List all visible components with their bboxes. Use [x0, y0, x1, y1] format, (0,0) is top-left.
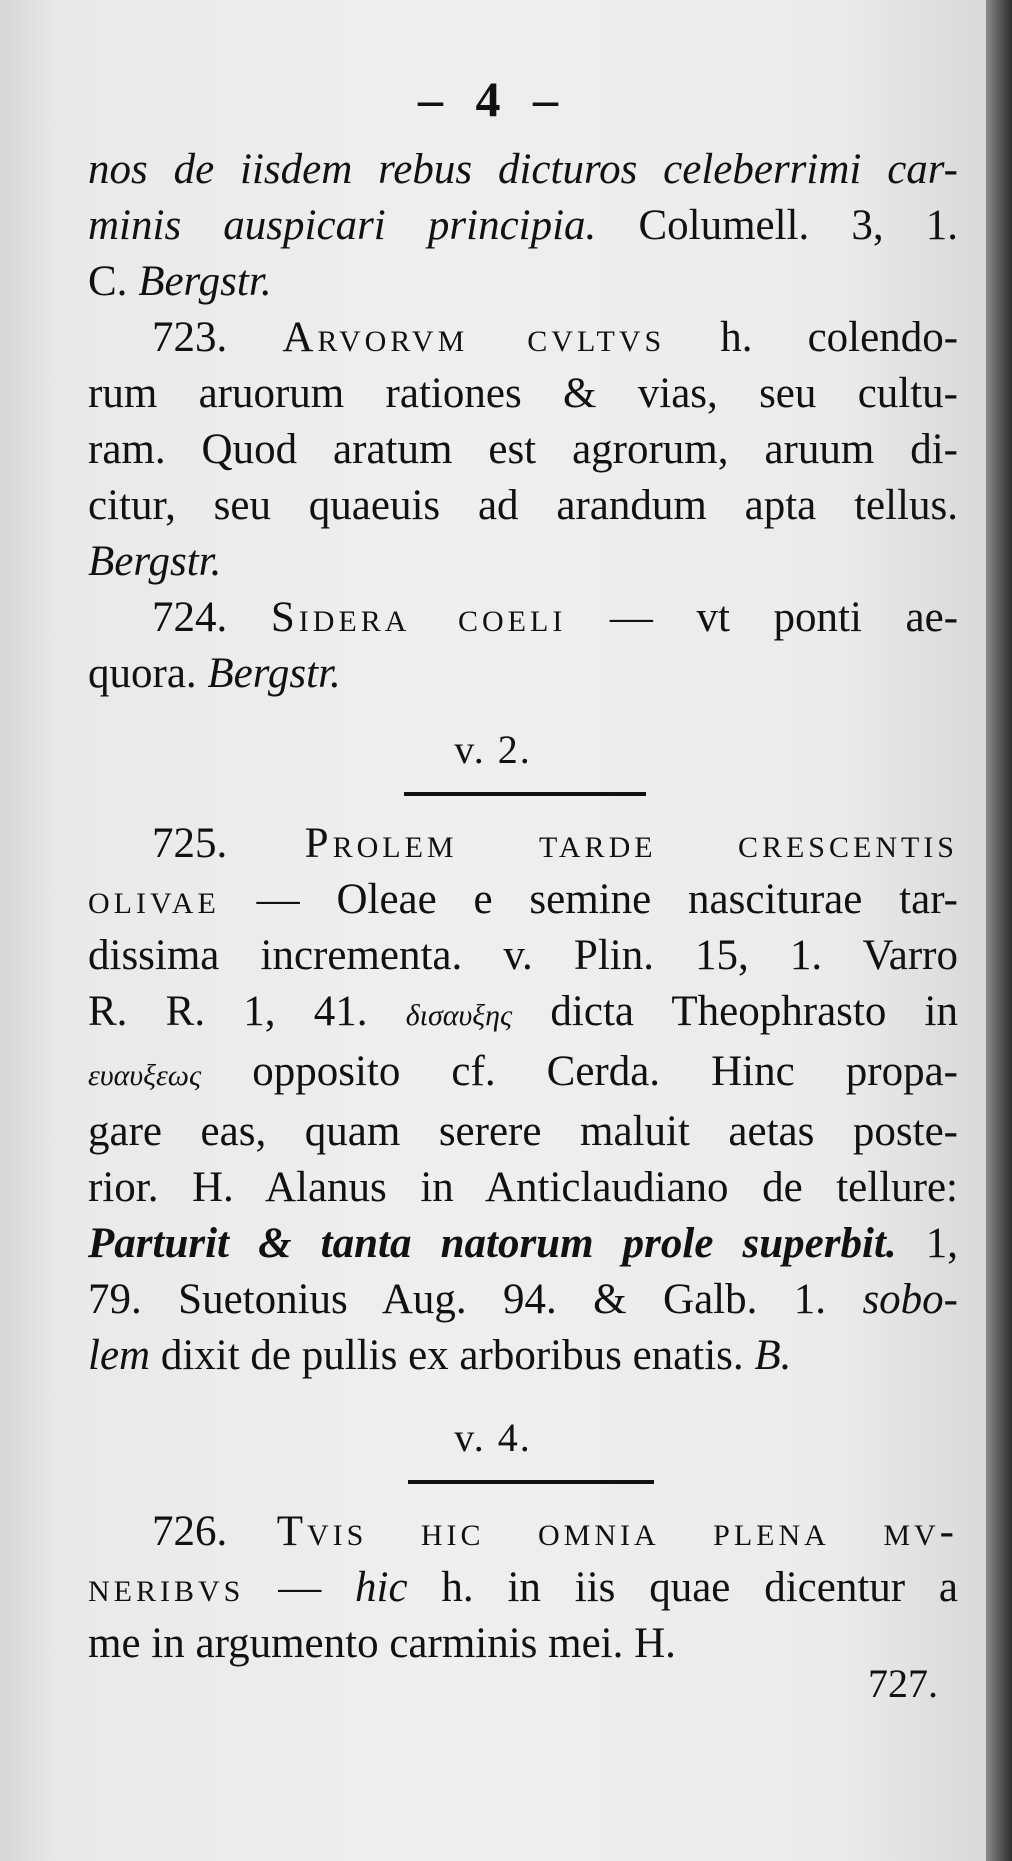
text-line: gare eas, quam serere maluit aetas poste-	[88, 1108, 958, 1155]
section-rule	[404, 792, 646, 796]
page-edge-shadow	[986, 0, 1012, 1861]
text-line: me in argumento carminis mei. H.	[88, 1620, 676, 1667]
text-line: nos de iisdem rebus dicturos celeberrimi car-	[88, 146, 958, 193]
verse-heading: v. 4.	[454, 1415, 532, 1460]
text-line: lem dixit de pullis ex arboribus enatis. B.	[88, 1332, 792, 1379]
lemma: Prolem tarde crescentis	[304, 820, 958, 867]
verse-heading: v. 2.	[454, 727, 532, 772]
text-line: minis auspicari principia. Columell. 3, 1.	[88, 202, 958, 249]
note-number: 726.	[152, 1508, 228, 1555]
lemma: Arvorvm cvltvs	[282, 314, 666, 361]
greek-word: δισαυξης	[405, 999, 513, 1032]
note-725	[88, 816, 958, 1384]
text-line: Parturit & tanta natorum prole superbit. 1,	[88, 1220, 959, 1267]
text-line: ευαυξεως opposito cf. Cerda. Hinc propa-	[88, 1048, 959, 1095]
text-line	[88, 1504, 958, 1560]
text-line: Bergstr.	[88, 538, 222, 585]
text-line: 723. Arvorvm cvltvs h. colendo-	[152, 314, 959, 361]
note-724	[88, 590, 958, 702]
page-number: – 4 –	[418, 71, 568, 127]
text-line: rum aruorum rationes & vias, seu cultu-	[88, 370, 958, 417]
note-number: 724.	[152, 594, 228, 641]
note-726	[88, 1504, 958, 1672]
text-line: citur, seu quaeuis ad arandum apta tellus.	[88, 482, 958, 529]
greek-word: ευαυξεως	[88, 1059, 202, 1092]
catchword: 727.	[868, 1661, 938, 1706]
note-723	[88, 310, 958, 590]
lemma: Sidera coeli	[270, 594, 567, 641]
note-number: 723.	[152, 314, 228, 361]
text-line: quora. Bergstr.	[88, 650, 341, 697]
text-line: 79. Suetonius Aug. 94. & Galb. 1. sobo-	[88, 1276, 958, 1323]
text-line	[88, 816, 958, 872]
section-rule	[408, 1480, 654, 1484]
lemma: Tvis hic omnia plena mv-	[276, 1508, 958, 1555]
text-line: ram. Quod aratum est agrorum, aruum di-	[88, 426, 958, 473]
continuation-paragraph	[88, 142, 958, 310]
text-line: olivae — Oleae e semine nasciturae tar-	[88, 876, 958, 923]
note-number: 725.	[152, 820, 228, 867]
text-line: dissima incrementa. v. Plin. 15, 1. Varro	[88, 932, 958, 979]
quotation: Parturit & tanta natorum prole superbit.	[88, 1220, 897, 1267]
text-line: rior. H. Alanus in Anticlaudiano de tellure:	[88, 1164, 958, 1211]
text-line: R. R. 1, 41. δισαυξης dicta Theophrasto in	[88, 988, 959, 1035]
text-line: neribvs — hic h. in iis quae dicentur a	[88, 1564, 958, 1611]
text-line: 724. Sidera coeli — vt ponti ae-	[152, 594, 959, 641]
text-line: C. Bergstr.	[88, 258, 272, 305]
